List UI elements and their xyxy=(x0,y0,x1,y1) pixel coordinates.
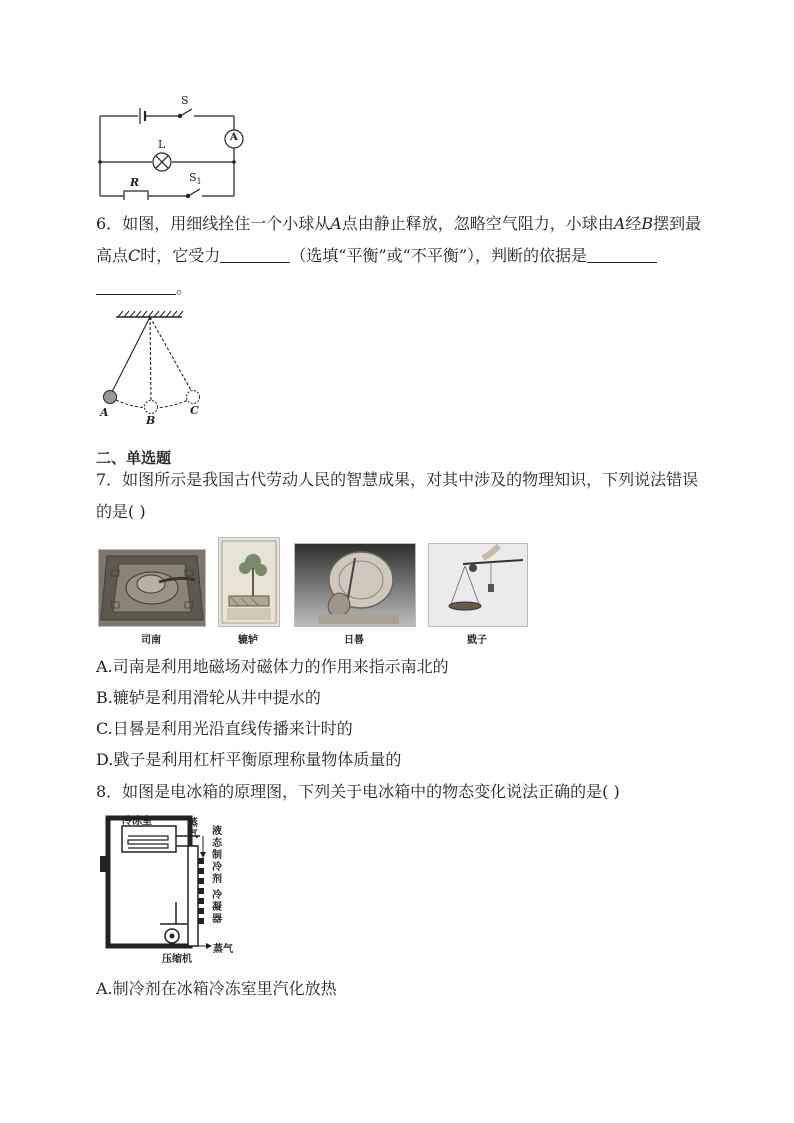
fridge-compressor-label: 压缩机 xyxy=(162,954,192,965)
q8-line1: 8．如图是电冰箱的原理图，下列关于电冰箱中的物态变化说法正确的是( ) xyxy=(96,782,620,801)
dengzi-drawing xyxy=(429,544,527,626)
caption-lulu: 辘轳 xyxy=(238,635,258,646)
point-c-label: C xyxy=(128,246,141,265)
ammeter-label: A xyxy=(230,132,238,143)
rigui-image xyxy=(294,543,416,627)
q6-line3 xyxy=(96,276,192,300)
switch-s-label: S xyxy=(181,94,189,107)
q6-text-7: （选填“平衡”或“不平衡”），判断的依据是 xyxy=(290,246,588,265)
caption-sinan: 司南 xyxy=(141,635,161,646)
section-title: 二、单选题 xyxy=(96,449,172,467)
q6-line1 xyxy=(96,212,701,236)
q6-text-1: 如图，用细线拴住一个小球从 xyxy=(122,214,331,233)
pendulum-label-c: C xyxy=(190,404,199,417)
fridge-condenser-label: 冷凝器 xyxy=(212,890,222,925)
circuit-svg xyxy=(96,96,246,200)
q6-number: 6． xyxy=(96,214,123,233)
circuit-diagram xyxy=(96,96,246,200)
dengzi-image xyxy=(428,543,528,627)
resistor-label: R xyxy=(130,176,140,189)
lulu-image xyxy=(218,537,280,627)
pendulum-label-b: B xyxy=(146,414,156,427)
q7-option-b[interactable]: B.辘轳是利用滑轮从井中提水的 xyxy=(96,688,321,707)
fridge-vapor-top-label: 蒸气 xyxy=(188,818,198,840)
q6-period: 。 xyxy=(176,278,193,297)
pendulum-label-a: A xyxy=(100,406,109,419)
q6-text-2: 点由静止释放，忽略空气阻力，小球由 xyxy=(341,214,614,233)
q7-line2: 的是( ) xyxy=(96,502,146,521)
q8-option-a[interactable]: A.制冷剂在冰箱冷冻室里汽化放热 xyxy=(96,979,337,998)
q7-option-a[interactable]: A.司南是利用地磁场对磁体力的作用来指示南北的 xyxy=(96,657,449,676)
lulu-drawing xyxy=(219,538,279,626)
fridge-diagram xyxy=(96,812,246,966)
q6-text-4: 摆到最 xyxy=(653,214,702,233)
q6-text-5: 高点 xyxy=(96,246,129,265)
q7-option-d[interactable]: D.戥子是利用杠杆平衡原理称量物体质量的 xyxy=(96,750,402,769)
rigui-drawing xyxy=(295,544,415,626)
sinan-image xyxy=(98,549,206,627)
lamp-label: L xyxy=(158,138,166,151)
pendulum-diagram xyxy=(96,308,226,426)
q6-text-6: 时，它受力 xyxy=(140,246,221,265)
point-a-label-2: A xyxy=(613,214,626,233)
fridge-vapor-bottom-label: 蒸气 xyxy=(213,944,233,955)
fridge-liquid-label: 液态制冷剂 xyxy=(212,826,222,885)
answer-blank-2a[interactable] xyxy=(587,244,657,263)
caption-dengzi: 戥子 xyxy=(467,635,487,646)
switch-s1-label: $S_1$ xyxy=(189,171,202,187)
q6-text-3: 经 xyxy=(625,214,642,233)
caption-rigui: 日晷 xyxy=(344,635,364,646)
fridge-freezer-label: 冷冻室 xyxy=(122,816,152,827)
q7-line1: 7．如图所示是我国古代劳动人民的智慧成果，对其中涉及的物理知识，下列说法错误 xyxy=(96,470,699,489)
answer-blank-1[interactable] xyxy=(220,244,290,263)
point-a-label: A xyxy=(330,214,342,233)
sinan-drawing xyxy=(99,550,205,626)
answer-blank-2b[interactable] xyxy=(96,276,176,295)
pendulum-svg xyxy=(96,308,226,426)
point-b-label: B xyxy=(641,214,654,233)
q7-option-c[interactable]: C.日晷是利用光沿直线传播来计时的 xyxy=(96,719,353,738)
q6-line2 xyxy=(96,244,657,268)
